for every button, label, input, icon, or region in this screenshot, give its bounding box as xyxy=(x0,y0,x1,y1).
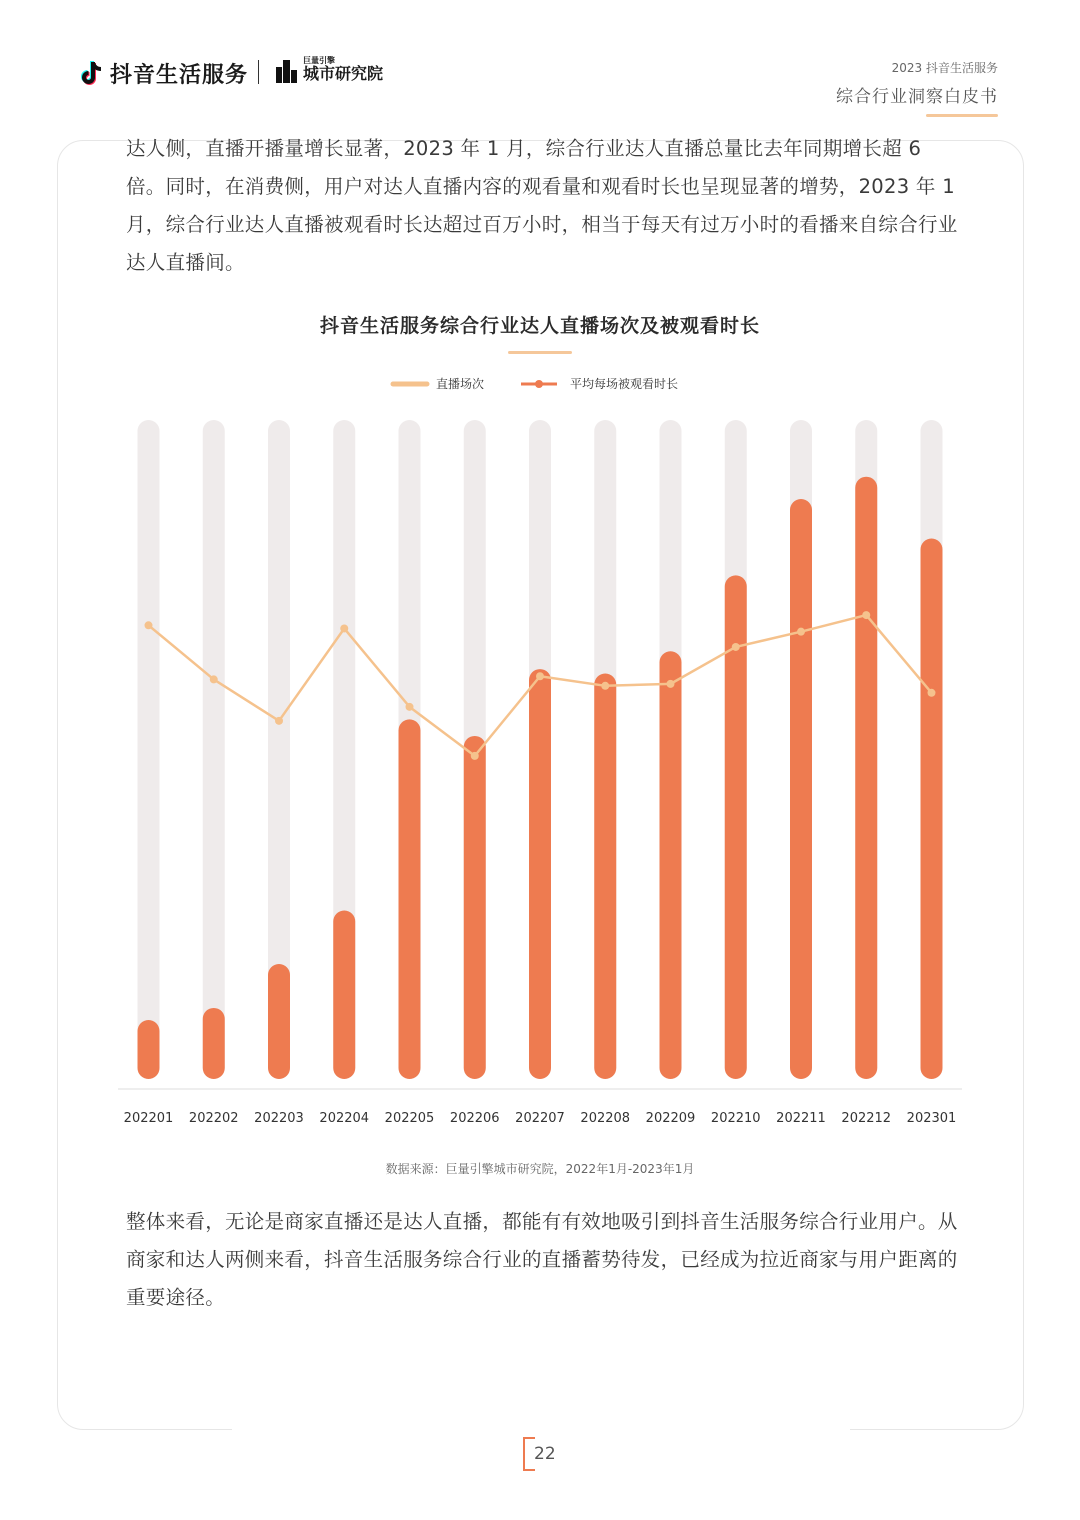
x-tick-label: 202301 xyxy=(906,1111,957,1126)
conclusion-paragraph: 整体来看，无论是商家直播还是达人直播，都能有有效地吸引到抖音生活服务综合行业用户。从商家和达人两侧来看，抖音生活服务综合行业的直播蓄势待发，已经成为拉近商家与用户距离的重要途径。 xyxy=(126,1210,958,1309)
city-institute-logo-icon xyxy=(275,57,299,83)
x-tick-label: 202210 xyxy=(710,1111,761,1126)
x-tick-label: 202206 xyxy=(449,1111,500,1126)
line-point-202204 xyxy=(340,624,348,632)
report-title: 综合行业洞察白皮书 xyxy=(836,87,998,107)
line-point-202212 xyxy=(862,611,870,619)
x-tick-label: 202202 xyxy=(188,1111,239,1126)
x-tick-label: 202208 xyxy=(580,1111,631,1126)
bar-202205 xyxy=(399,719,421,1079)
line-point-202203 xyxy=(275,717,283,725)
chart xyxy=(0,360,1080,1160)
x-tick-label: 202201 xyxy=(123,1111,174,1126)
bar-202209 xyxy=(660,651,682,1079)
chart-title: 抖音生活服务综合行业达人直播场次及被观看时长 xyxy=(319,315,760,337)
x-tick-label: 202207 xyxy=(515,1111,565,1126)
x-tick-label: 202209 xyxy=(645,1111,696,1126)
partner-sub: 巨量引擎 xyxy=(303,56,335,65)
line-point-202202 xyxy=(210,675,218,683)
data-source: 数据来源：巨量引擎城市研究院，2022年1月-2023年1月 xyxy=(385,1162,695,1176)
line-point-202208 xyxy=(601,682,609,690)
line-point-202207 xyxy=(536,672,544,680)
report-subtitle: 2023 抖音生活服务 xyxy=(891,61,998,75)
bar-202301 xyxy=(921,538,943,1079)
line-point-202209 xyxy=(667,680,675,688)
bar-202208 xyxy=(594,674,616,1079)
x-tick-label: 202203 xyxy=(254,1111,304,1126)
bar-202201 xyxy=(138,1020,160,1079)
douyin-logo-icon xyxy=(80,60,106,88)
line-point-202205 xyxy=(406,703,414,711)
header-underline xyxy=(926,114,998,117)
line-point-202206 xyxy=(471,752,479,760)
bar-202206 xyxy=(464,736,486,1079)
bar-202204 xyxy=(333,910,355,1079)
legend-marker-duration xyxy=(535,380,543,388)
partner-logo xyxy=(275,56,383,83)
x-tick-label: 202211 xyxy=(776,1111,826,1126)
bar-track xyxy=(138,420,160,1079)
x-tick-label: 202205 xyxy=(384,1111,435,1126)
chart-title-underline xyxy=(508,351,572,354)
x-tick-label: 202204 xyxy=(319,1111,370,1126)
line-point-202210 xyxy=(732,643,740,651)
page-number xyxy=(523,1437,557,1471)
bar-202212 xyxy=(855,477,877,1079)
page-header xyxy=(0,0,1080,120)
intro-paragraph: 达人侧，直播开播量增长显著，2023 年 1 月，综合行业达人直播总量比去年同期增长超 6 倍。同时，在消费侧，用户对达人直播内容的观看量和观看时长也呈现显著的增势，2023 年 1 月，综合行业达人直播被观看时长达超过百万小时，相当于每天有过万小时的看播来自综合行业达人直播间。 xyxy=(126,137,958,274)
report-title-block xyxy=(836,60,998,107)
line-point-202301 xyxy=(928,689,936,697)
logo-divider xyxy=(258,60,259,84)
bar-202203 xyxy=(268,964,290,1079)
brand-logo xyxy=(80,58,248,89)
bar-202211 xyxy=(790,499,812,1079)
bar-202202 xyxy=(203,1008,225,1079)
partner-name: 城市研究院 xyxy=(303,64,384,83)
line-point-202211 xyxy=(797,628,805,636)
legend-label-sessions: 直播场次 xyxy=(436,377,485,391)
page-number-text: 22 xyxy=(534,1444,556,1464)
bar-track xyxy=(203,420,225,1079)
line-point-202201 xyxy=(145,621,153,629)
bar-202207 xyxy=(529,669,551,1079)
legend-label-duration: 平均每场被观看时长 xyxy=(570,377,679,391)
brand-name: 抖音生活服务 xyxy=(110,63,249,88)
x-tick-label: 202212 xyxy=(841,1111,892,1126)
